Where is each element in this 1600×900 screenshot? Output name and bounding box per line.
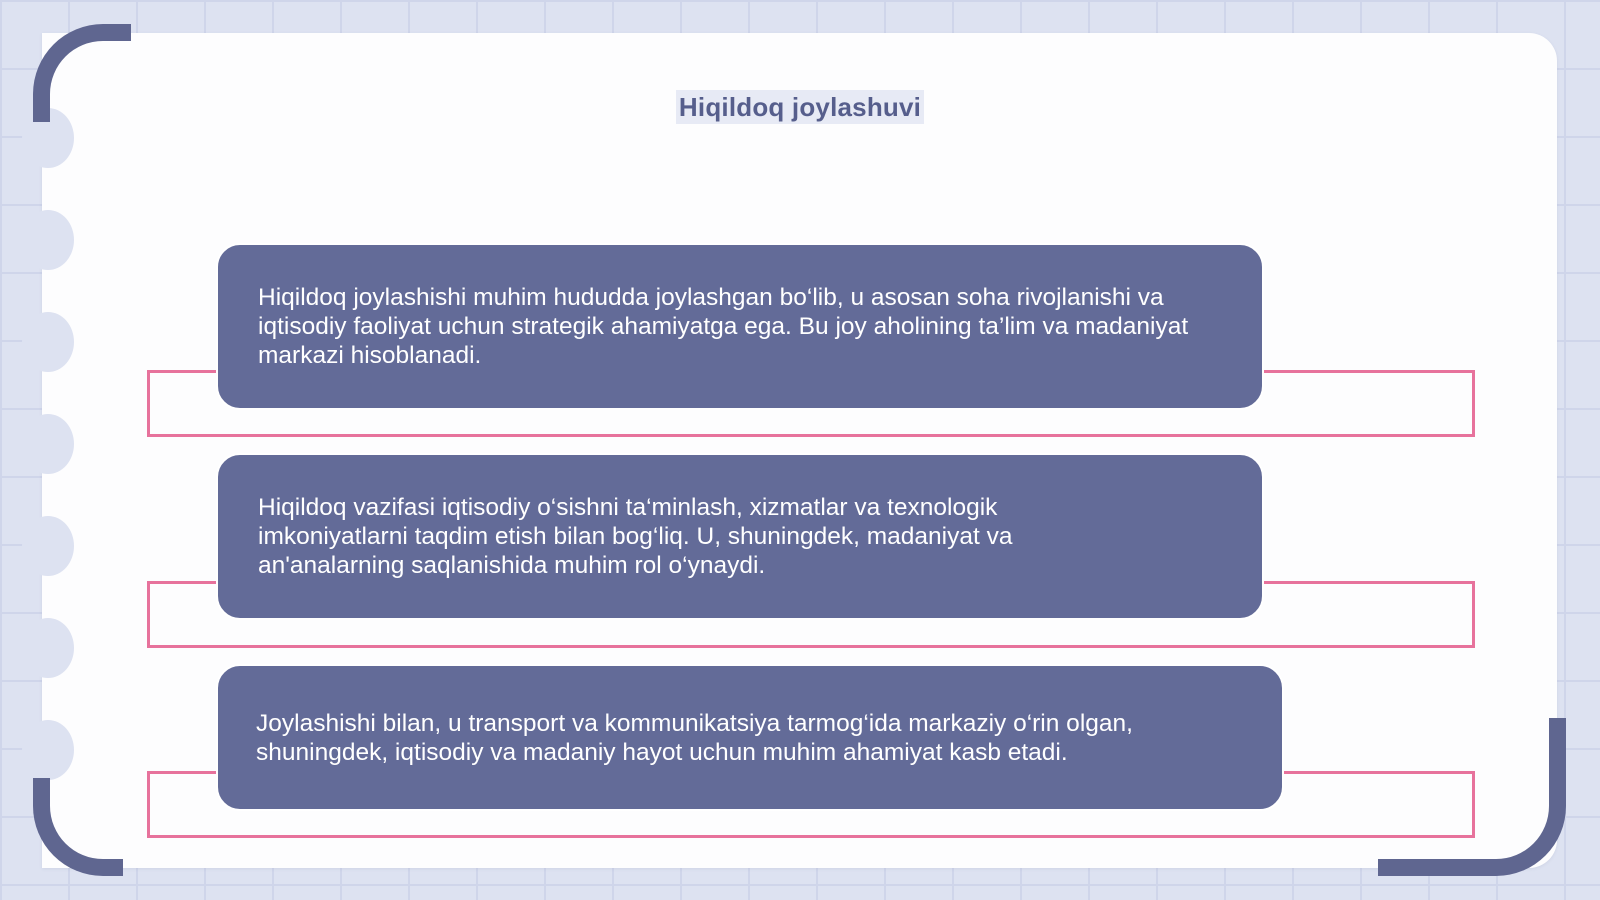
slide-title — [0, 92, 1600, 123]
slide-title-text: Hiqildoq joylashuvi — [676, 90, 924, 124]
info-card-3 — [216, 664, 1284, 811]
info-card-text: Hiqildoq joylashishi muhim hududda joylashgan bo‘lib, u asosan soha rivojlanishi va iqtisodiy faoliyat uchun strategik ahamiyatga ega. Bu joy aholining ta’lim va madaniyat markazi hisoblanadi. — [258, 284, 1189, 369]
binder-notch — [22, 618, 74, 678]
info-card-text: Hiqildoq vazifasi iqtisodiy o‘sishni ta‘minlash, xizmatlar va texnologik imkoniyatlarni taqdim etish bilan bog‘liq. U, shuningdek, madaniyat va an'analarning saqlanishida muhim rol o‘ynaydi. — [258, 494, 1013, 579]
binder-notch — [22, 516, 74, 576]
info-card-2 — [216, 453, 1264, 620]
info-card-text: Joylashishi bilan, u transport va kommunikatsiya tarmog‘ida markaziy o‘rin olgan, shuningdek, iqtisodiy va madaniy hayot uchun muhim ahamiyat kasb etadi. — [256, 709, 1133, 766]
binder-notch — [22, 210, 74, 270]
binder-notch — [22, 312, 74, 372]
info-card-1 — [216, 243, 1264, 410]
binder-notch — [22, 414, 74, 474]
binder-notch — [22, 720, 74, 780]
